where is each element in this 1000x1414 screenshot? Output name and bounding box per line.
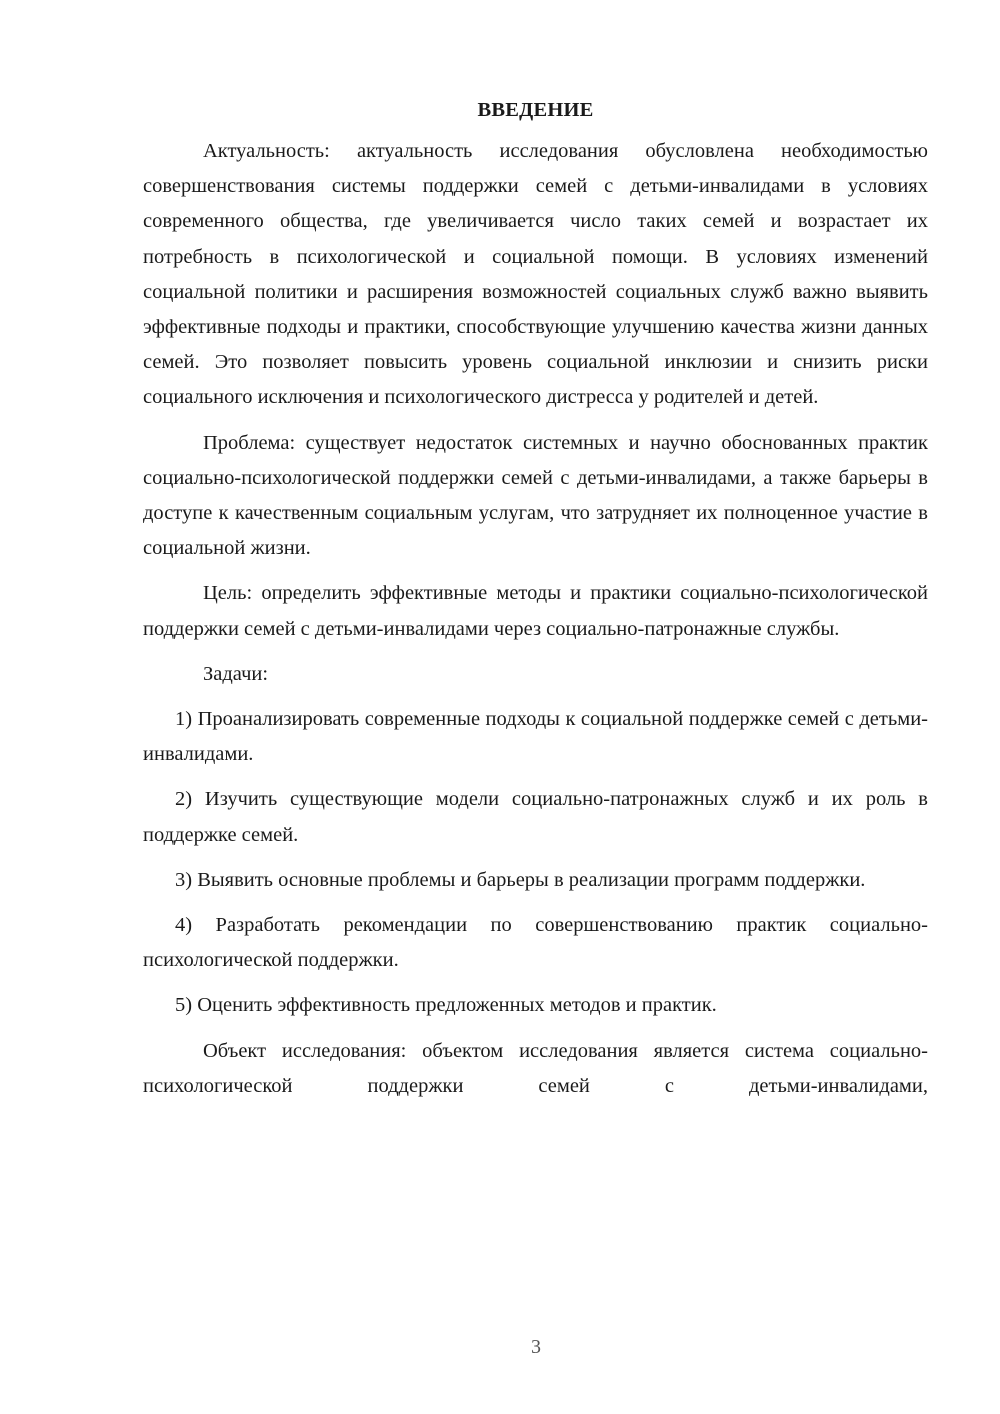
tasks-heading: Задачи:: [203, 662, 269, 685]
page-number: 3: [531, 1336, 541, 1358]
relevance-paragraph: Актуальность: актуальность исследования обусловлена необходимостью совершенствования системы поддержки семей с детьми-инвалидами в условиях современного общества, где увеличивается число таких семей и возрастает их потребность в психологической и социальной помощи. В условиях изменений социальной политики и расширения возможностей социальных служб важно выявить эффективные подходы и практики, способствующие улучшению качества жизни данных семей. Это позволяет повысить уровень социальной инклюзии и снизить риски социального исключения и психологического дистресса у родителей и детей.: [143, 140, 928, 409]
object-paragraph: Объект исследования: объектом исследования является система социально-психологической поддержки семей с детьми-инвалидами,: [143, 1039, 928, 1097]
task-item: 4) Разработать рекомендации по совершенствованию практик социально-психологической поддержки.: [143, 914, 928, 972]
problem-paragraph: Проблема: существует недостаток системных и научно обоснованных практик социально-психологической поддержки семей с детьми-инвалидами, а также барьеры в доступе к качественным социальным услугам, что затрудняет их полноценное участие в социальной жизни.: [143, 431, 928, 560]
task-item: 1) Проанализировать современные подходы к социальной поддержке семей с детьми-инвалидами.: [143, 708, 928, 766]
task-item: 2) Изучить существующие модели социально-патронажных служб и их роль в поддержке семей.: [143, 788, 928, 846]
task-item: 3) Выявить основные проблемы и барьеры в реализации программ поддержки.: [175, 868, 866, 891]
section-title: ВВЕДЕНИЕ: [477, 99, 594, 121]
goal-paragraph: Цель: определить эффективные методы и практики социально-психологической поддержки семей с детьми-инвалидами через социально-патронажные службы.: [143, 582, 928, 640]
document-page: [143, 96, 928, 1114]
task-item: 5) Оценить эффективность предложенных методов и практик.: [175, 994, 717, 1017]
